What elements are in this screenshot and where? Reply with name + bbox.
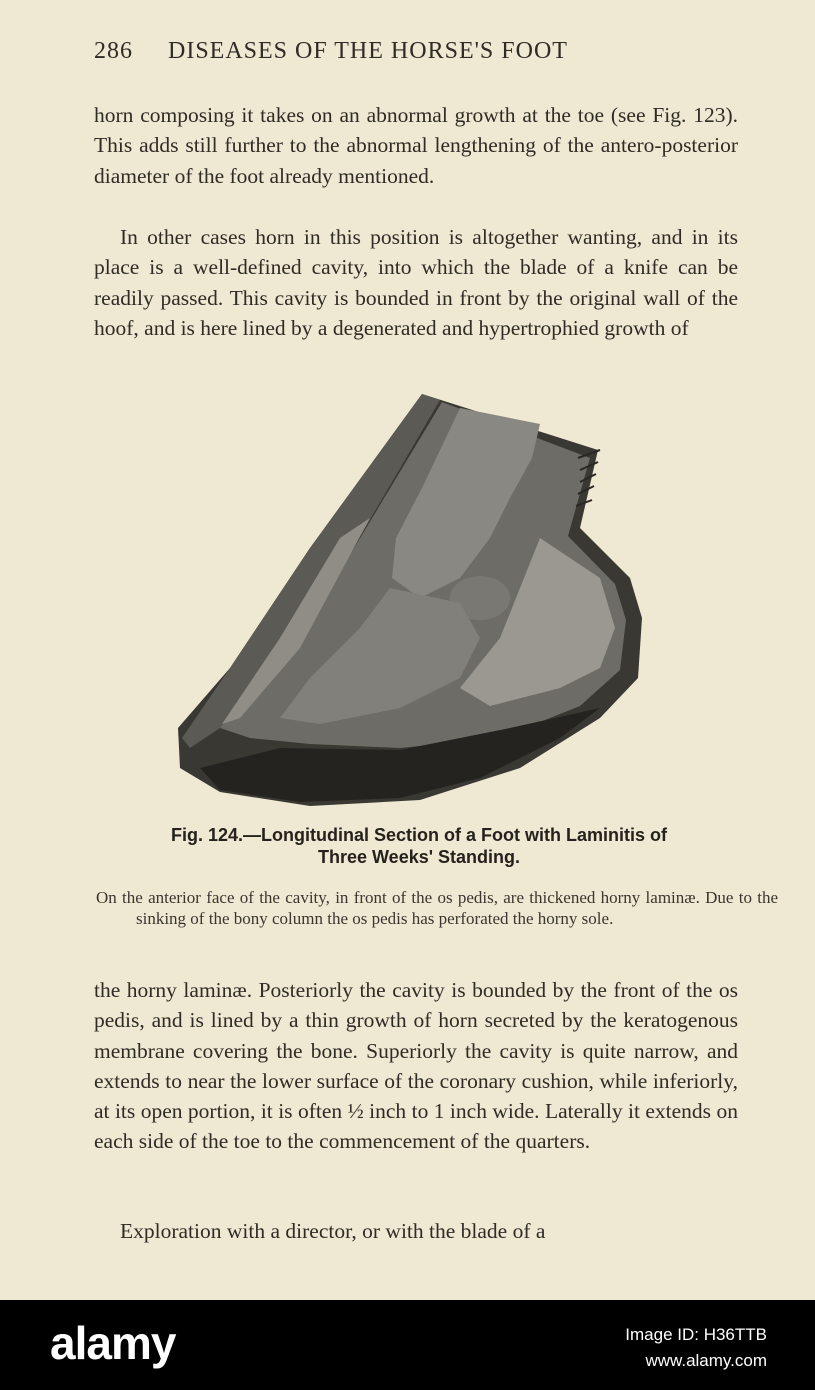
paragraph-3: the horny laminæ. Posteriorly the cavity is bounded by the front of the os pedis, and is lined by a thin growth of horn secreted by the keratogenous membrane covering the bone. Superiorly the cavity is quite narrow, and extends to near the lower surface of the coronary cushion, while inferiorly, at its open portion, it is often ½ inch to 1 inch wide. Laterally it extends on each side of the toe to the commencement of the quarters. [94,978,738,1154]
figure-title-line-1: Fig. 124.—Longitudinal Section of a Foot with Laminitis of [171,825,667,845]
paragraph-2: In other cases horn in this position is altogether wanting, and in its place is a well-defined cavity, into which the blade of a knife can be readily passed. This cavity is bounded in front by the original wall of the hoof, and is here lined by a degenerated and hypertrophied growth of [94,225,738,340]
running-title: DISEASES OF THE HORSE'S FOOT [168,38,568,64]
hoof-section-illustration [160,388,660,818]
paragraph-1: horn composing it takes on an abnormal growth at the toe (see Fig. 123). This adds still further to the abnormal lengthening of the antero-posterior diameter of the foot already mentioned. [94,103,738,188]
watermark-banner [0,1300,815,1390]
banner-meta [625,1322,767,1374]
site-url: www.alamy.com [645,1351,767,1370]
image-id: Image ID: H36TTB [625,1325,767,1344]
figure-title [94,824,744,868]
paragraph-4: Exploration with a director, or with the blade of a [120,1219,546,1243]
page-number: 286 [94,38,133,64]
figure-title-line-2: Three Weeks' Standing. [318,847,520,867]
running-header [94,38,654,65]
brand-logo: alamy [50,1317,176,1369]
figure-caption: On the anterior face of the cavity, in front of the os pedis, are thickened horny laminæ. Due to the sinking of the bony column the os pedis has perforated the horny sole. [96,888,778,928]
